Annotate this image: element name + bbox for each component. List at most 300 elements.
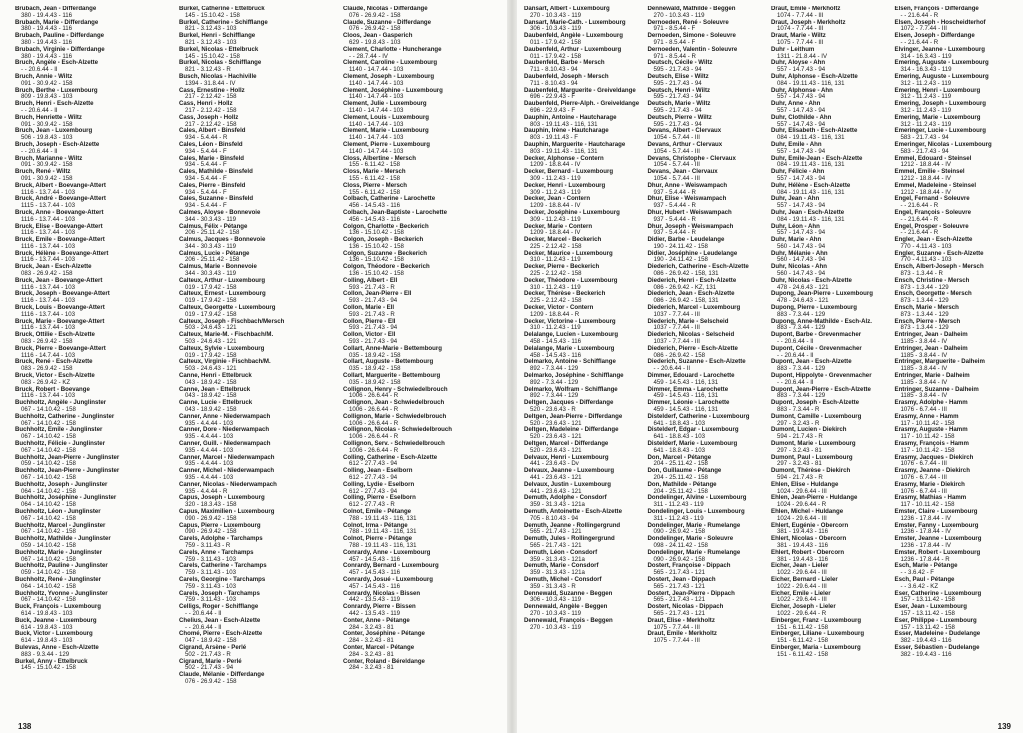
index-entry [648,495,766,509]
entry-details: 1185 - 3.8.44 - IV [900,338,948,346]
entry-name: Dostert, Jean - Dippach [647,575,716,583]
index-entry [524,278,642,292]
entry-name: Dansart, Albert - Luxembourg [524,6,610,12]
index-entry [343,74,501,88]
entry-name: Erasmy, Adolphe - Hamm [894,399,968,407]
index-entry [15,142,173,156]
entry-details: 759 - 3.11.43 - 103 [185,569,237,577]
entry-details: 560 - 14.7.43 - 94 [777,256,826,264]
index-entry [15,264,173,278]
entry-name: Emeringer, Lucie - Luxembourg [894,127,986,135]
index-entry [895,373,1013,387]
index-entry [648,101,766,115]
entry-details: 067 - 14.10.42 - 158 [21,433,76,441]
entry-name: Calteux, Ernest - Luxembourg [179,290,266,298]
entry-details: 270 - 10.3.43 - 119 [530,623,582,631]
entry-name: Colnot, Emile - Pétange [343,507,412,515]
entry-details: 442 - 13.5.43 - 119 [349,609,401,617]
entry-name: Ehlen, Elise - Huldange [771,480,839,488]
index-entry [343,509,501,523]
entry-details: 441 - 23.6.43 - Dv [530,460,579,468]
entry-name: Buchholtz, Yvonne - Junglinster [15,589,108,597]
entry-details: 091 - 30.9.42 - 158 [21,120,73,128]
index-entry [179,20,337,34]
index-entry [524,251,642,265]
index-entry [895,251,1013,265]
index-entry [343,468,501,482]
entry-name: Erasmy, Anne - Hamm [894,412,959,420]
index-entry [895,196,1013,210]
entry-name: Duhr, Clothilde - Ahn [771,113,832,121]
index-entry [524,509,642,523]
index-entry [648,251,766,265]
index-entry [179,631,337,645]
entry-name: Carels, Adolphe - Tarchamps [179,535,263,543]
entry-details: 557 - 14.7.43 - 94 [777,66,826,74]
entry-name: Duhr, Elisabeth - Esch-Alzette [771,127,858,135]
entry-details: 821 - 3.12.43 - R [185,66,231,74]
entry-details: - - 20.6.44 - II [653,365,691,373]
index-entry [771,210,889,224]
index-entry [771,6,889,20]
entry-details: 117 - 10.11.42 - 158 [900,501,955,509]
entry-name: Brubach, Jean - Differdange [15,6,97,12]
entry-details: 873 - 1.3.44 - R [900,270,943,278]
index-entry [343,346,501,360]
entry-name: Clement, Julie - Luxembourg [343,100,427,108]
entry-details: 204 - 25.11.42 - 158 [653,487,708,495]
entry-name: Dostert, Françoise - Dippach [647,562,731,570]
entry-name: Diederich, Marcel - Luxembourg [647,304,741,312]
entry-name: Emmel, Edouard - Steinsel [894,154,972,162]
entry-name: Engler, Jean - Esch-Alzette [894,236,973,244]
entry-name: Deutsch, Cécile - Wiltz [647,59,713,67]
index-entry [524,577,642,591]
entry-name: Draut, Elise - Merkholtz [647,616,715,624]
index-entry [343,604,501,618]
index-entry [15,88,173,102]
entry-details: 595 - 21.7.43 - 94 [653,106,702,114]
index-entry [179,142,337,156]
entry-name: Bruch, Annie - Wiltz [15,72,73,80]
entry-name: Canne, Henri - Ettelbruck [179,372,252,380]
entry-name: Colbach, Catherine - Larochette [343,195,436,203]
entry-name: Dernoeden, René - Soleuvre [647,18,729,26]
index-entry [648,291,766,305]
entry-name: Bruck, Victor - Esch-Alzette [15,372,95,380]
entry-name: Claude, Mélanie - Differdange [179,671,265,679]
index-entry [15,319,173,333]
entry-name: Duhr, Léon - Ahn [771,222,820,230]
entry-details: 225 - 2.12.42 - 158 [530,270,582,278]
entry-details: 759 - 3.11.43 - 103 [185,555,237,563]
entry-details: 084 - 19.11.43 - 116, 131 [777,215,845,223]
entry-name: Ehlen, Michel - Huldange [771,507,844,515]
index-entry [179,509,337,523]
entry-name: Dimmer, Edouard - Larochette [647,372,735,380]
entry-name: Dupont, Joseph - Esch-Alzette [771,399,860,407]
entry-details: 1115 - 13.7.44 - 103 [21,202,75,210]
entry-name: Canner, Guill. - Niederwampach [179,440,271,447]
entry-details: 284 - 3.2.43 - 81 [349,650,394,658]
entry-name: Didier, Joséphine - Leudelange [647,249,738,257]
entry-details: 595 - 21.7.43 - 94 [653,79,702,87]
index-entry [15,400,173,414]
index-entry [179,88,337,102]
entry-name: Bruck, Robert - Boevange [15,385,90,393]
entry-name: Colgon, Théodore - Beckerich [343,263,430,271]
entry-name: Entringer, Jean - Dalheim [894,344,968,352]
entry-details: 067 - 14.10.42 - 158 [21,473,76,481]
index-entry [179,305,337,319]
entry-name: Engel, Fernand - Soleuvre [894,195,970,203]
index-entry [179,278,337,292]
entry-details: 1054 - 5.7.44 - III [653,134,700,142]
entry-name: Einberger, Liliane - Luxembourg [771,630,865,638]
entry-details: 380 - 19.4.43 - 116 [21,52,73,60]
entry-name: Claude, Suzanne - Differdange [343,18,432,26]
entry-details: 594 - 21.7.43 - R [777,433,823,441]
entry-details: 457 - 14.5.43 - 116 [349,582,401,590]
index-entry [179,210,337,224]
entry-details: 595 - 21.7.43 - 94 [653,93,702,101]
entry-name: Dennewald, Mathilde - Beggen [647,6,736,12]
entry-details: 937 - 5.4.44 - R [653,215,696,223]
index-entry [648,346,766,360]
entry-name: Clement, Pierre - Luxembourg [343,140,431,148]
entry-details: 380 - 19.4.43 - 116 [21,25,73,33]
entry-name: Elsen, Joseph - Hoscheidterhof [894,18,986,26]
index-entry [15,210,173,224]
entry-details: 312 - 11.2.43 - 119 [900,120,952,128]
index-entry [895,115,1013,129]
entry-name: Diederich, Pierre - Esch-Alzette [647,344,738,352]
entry-details: - - 20.6.44 - II [777,338,814,346]
entry-name: Duhr, Emile - Ahn [771,140,822,148]
index-entry [15,523,173,537]
entry-name: Draut, Joseph - Merkholtz [771,18,846,26]
entry-name: Bulevas, Anne - Esch-Alzette [15,643,99,651]
entry-name: Dhur, Elise - Weiswampach [647,195,727,203]
index-entry [771,224,889,238]
index-entry [15,251,173,265]
entry-details: 1075 - 7.7.44 - III [653,623,700,631]
entry-name: Buchholtz, Jean-Pierre - Junglinster [15,453,120,461]
entry-details: 310 - 11.2.43 - 119 [530,283,581,291]
index-entry [15,305,173,319]
entry-details: 1116 - 13.7.44 - 103 [21,188,75,196]
index-entry [895,264,1013,278]
index-entry [343,591,501,605]
entry-name: Eser, Catherine - Luxembourg [894,589,982,597]
entry-details: 937 - 5.4.44 - R [653,202,696,210]
index-entry [524,169,642,183]
index-entry [895,536,1013,550]
index-entry [15,60,173,74]
entry-details: 641 - 18.8.43 - 103 [653,433,705,441]
entry-name: Bruch, Joseph - Esch-Alzette [15,140,100,148]
entry-details: 935 - 4.4.44 - 103 [185,419,234,427]
entry-name: Bruch, Henriette - Wiltz [15,113,82,121]
index-entry [343,278,501,292]
index-entry [524,60,642,74]
entry-details: 035 - 18.9.42 - 158 [349,378,401,386]
index-entry [895,47,1013,61]
index-entry [895,101,1013,115]
entry-name: Deutsch, Henri - Wiltz [647,86,711,94]
entry-name: Dupont, Jean-Pierre - Esch-Alzette [771,385,871,393]
index-entry [524,495,642,509]
entry-details: 1054 - 5.7.44 - III [653,161,700,169]
entry-details: 344 - 30.3.43 - 119 [185,215,237,223]
entry-name: Eser, Jean - Luxembourg [894,603,967,611]
entry-name: Claude, Nicolas - Differdange [343,6,428,12]
entry-name: Collignon, Henry - Schwiedelbrouch [343,385,448,393]
index-entry [343,659,501,673]
entry-details: 1076 - 6.7.44 - III [900,406,947,414]
entry-details: 155 - 6.11.42 - 158 [349,174,401,182]
index-entry [771,550,889,564]
entry-details: 064 - 14.10.42 - 158 [21,487,76,495]
entry-details: 456 - 14.5.43 - 116 [349,202,401,210]
index-entry [771,60,889,74]
index-entry [771,101,889,115]
entry-name: Daubenfeld, Joseph - Mersch [524,72,609,80]
index-entry [343,183,501,197]
entry-name: Chomé, Pierre - Esch-Alzette [179,630,263,638]
index-entry [895,33,1013,47]
entry-details: 151 - 6.11.42 - 158 [777,650,829,658]
index-entry [343,523,501,537]
entry-name: Devans, Arthur - Clervaux [647,140,723,148]
entry-details: 612 - 27.7.43 - 94 [349,473,398,481]
entry-name: Ehlert, Eugénie - Obercorn [771,521,849,529]
entry-name: Daubenfeld, Barbe - Mersch [524,59,605,67]
entry-name: Conter, Marcel - Pétange [343,643,415,651]
entry-name: Bruck, Pierre - Boevange-Attert [15,344,106,352]
index-entry [648,631,766,645]
entry-name: Dostert, Jean-Pierre - Dippach [647,589,735,597]
index-entry [771,604,889,618]
entry-name: Canne, Lucie - Ettelbruck [179,399,253,407]
entry-details: 076 - 26.9.42 - 158 [185,677,237,685]
entry-name: Cass, Joseph - Hollz [179,113,239,121]
entry-name: Draut, Marie - Wiltz [771,32,826,40]
entry-name: Conter, Anne - Pétange [343,616,410,624]
entry-details: 705 - 8.10.43 - 94 [530,514,579,522]
entry-name: Decker, Jean - Contern [524,195,591,203]
entry-details: 520 - 23.6.43 - 121 [530,419,582,427]
index-entry [179,319,337,333]
entry-details: 557 - 14.7.43 - 94 [777,147,826,155]
index-entry [771,563,889,577]
index-entry [895,20,1013,34]
entry-details: 503 - 24.6.43 - 121 [185,324,237,332]
entry-details: 935 - 4.4.44 - 103 [185,433,234,441]
entry-name: Esser, Sébastien - Dudelange [894,643,980,651]
entry-name: Colling, Lydie - Eselborn [343,480,415,488]
index-entry [895,400,1013,414]
entry-name: Delvaux, Justin - Luxembourg [524,480,612,488]
entry-name: Closs, Pierre - Mersch [343,181,408,189]
entry-name: Delvaux, Henri - Luxembourg [524,453,609,461]
index-entry [15,291,173,305]
entry-name: Duhr, Jean - Esch-Alzette [771,208,845,216]
index-entry [15,359,173,373]
entry-details: 1185 - 3.8.44 - IV [900,392,948,400]
index-entry [343,414,501,428]
index-entry [648,387,766,401]
index-entry [524,6,642,20]
index-entry [179,224,337,238]
entry-name: Celligs, Roger - Schifflange [179,603,259,611]
entry-details: 311 - 11.2.43 - 119 [653,501,704,509]
entry-name: Bruck, Joseph - Boevange-Attert [15,290,110,298]
entry-name: Colnot, Irma - Pétange [343,521,408,529]
index-entry [179,455,337,469]
entry-name: Buchholtz, Marcel - Junglinster [15,521,106,529]
entry-details: 381 - 19.4.43 - 116 [777,555,829,563]
index-entry [179,427,337,441]
index-entry [343,115,501,129]
entry-name: Erasmy, Jacques - Diekirch [894,453,974,461]
index-entry [343,359,501,373]
left-page-number: 138 [18,722,32,731]
index-entry [15,169,173,183]
entry-name: Dondelinger, Alvine - Luxembourg [647,494,747,502]
entry-name: Buchholtz, Marie - Junglinster [15,548,103,556]
index-entry [524,523,642,537]
index-entry [771,618,889,632]
entry-name: Cales, Suzanne - Binsfeld [179,195,254,203]
entry-name: Decker, Théodore - Luxembourg [524,276,618,284]
entry-details: 067 - 14.10.42 - 158 [21,446,76,454]
index-entry [179,400,337,414]
entry-details: 019 - 17.9.42 - 158 [185,310,237,318]
entry-details: - - 3.6.42 - F [900,569,935,577]
entry-name: Buck, Jeanne - Luxembourg [15,616,97,624]
index-entry [343,577,501,591]
entry-name: Clement, Charlotte - Huncherange [343,45,442,53]
entry-name: Carels, Georgine - Tarchamps [179,575,266,583]
entry-name: Burkel, Catherine - Ettelbruck [179,6,265,12]
entry-details: 084 - 19.11.43 - 116, 131 [777,134,845,142]
entry-details: 583 - 21.7.43 - 94 [900,147,949,155]
index-entry [15,563,173,577]
index-entry [15,577,173,591]
entry-details: 047 - 18.9.42 - 158 [185,637,237,645]
entry-details: 759 - 3.11.43 - 103 [185,596,237,604]
index-entry [15,196,173,210]
entry-name: Eicher, Jean - Lieler [771,562,829,570]
entry-name: Decker, Maurice - Luxembourg [524,249,613,257]
entry-name: Dhur, Anne - Weiswampach [647,181,728,189]
index-entry [648,183,766,197]
index-entry [648,455,766,469]
entry-details: 083 - 26.9.42 - 158 [21,270,73,278]
index-entry [524,468,642,482]
entry-details: 297 - 3.2.43 - 81 [777,460,822,468]
index-entry [771,33,889,47]
entry-name: Distelderf, Marie - Luxembourg [647,440,738,447]
entry-name: Cales, Mathilde - Binsfeld [179,168,253,176]
entry-details: 883 - 7.3.44 - 129 [777,392,826,400]
entry-details: 381 - 19.4.43 - 116 [777,528,829,536]
entry-name: Canner, Michel - Niederwampach [179,467,275,475]
index-entry [648,563,766,577]
entry-details: 091 - 30.9.42 - 158 [21,174,73,182]
right-page [521,6,1015,718]
entry-details: 711 - 8.10.43 - 94 [530,79,578,87]
entry-details: 937 - 5.4.44 - R [653,229,696,237]
entry-name: Daubenfeld, Pierre-Alph. - Greiveldange [524,100,640,108]
entry-details: 803 - 19.11.43 - 116, 131 [530,147,598,155]
index-entry [179,536,337,550]
entry-name: Einberger, Maria - Luxembourg [771,643,861,651]
index-entry [771,142,889,156]
entry-name: Eicher, Joseph - Lieler [771,603,836,611]
entry-name: Eicher, Bernard - Lieler [771,575,838,583]
index-entry [895,142,1013,156]
entry-details: 117 - 10.11.42 - 158 [900,419,955,427]
entry-details: 011 - 17.9.42 - 158 [530,38,582,46]
entry-details: 076 - 26.9.42 - 158 [349,25,401,33]
index-entry [15,237,173,251]
entry-name: Dhur, Joseph - Weiswampach [647,222,734,230]
index-entry [343,33,501,47]
entry-name: Dimmer, Léonie - Larochette [647,399,730,407]
entry-details: 1072 - 7.7.44 - III [900,25,947,33]
index-entry [895,604,1013,618]
entry-details: 076 - 26.9.42 - 158 [349,11,401,19]
index-entry [895,591,1013,605]
entry-details: 086 - 26.9.42 - 158, 131 [653,297,719,305]
index-entry [179,264,337,278]
entry-name: Bruch, Angèle - Esch-Alzette [15,59,99,67]
entry-details: 593 - 21.7.43 - R [349,283,395,291]
entry-name: Conter, Roland - Béreldange [343,657,425,665]
entry-name: Dupong, Pierre - Luxembourg [771,304,857,312]
index-entry [895,577,1013,591]
entry-name: Emmel, Madeleine - Steinsel [894,181,977,189]
index-entry [895,359,1013,373]
entry-name: Dupont, Cécile - Grevenmacher [771,344,862,352]
index-entry [895,495,1013,509]
entry-name: Emering, Auguste - Luxembourg [894,59,989,67]
index-entry [771,156,889,170]
entry-details: 560 - 14.7.43 - 94 [777,270,826,278]
entry-name: Burkel, Henri - Schifflange [179,32,256,40]
entry-details: 217 - 2.12.42 - 158 [185,106,237,114]
entry-name: Engler, Suzanne - Esch-Alzette [894,249,984,257]
index-entry [15,550,173,564]
index-entry [648,278,766,292]
entry-name: Diederich, Marie - Selscheid [647,317,729,325]
entry-details: 883 - 7.3.44 - R [777,406,820,414]
entry-name: Decker, Alphonse - Contern [524,154,604,162]
entry-details: 297 - 3.2.43 - 81 [777,446,822,454]
index-entry [179,291,337,305]
entry-details: 1022 - 29.6.44 - R [777,609,827,617]
index-entry [15,20,173,34]
index-entry [771,414,889,428]
index-entry [895,210,1013,224]
index-entry [15,414,173,428]
left-page [12,6,504,718]
entry-details: 594 - 21.7.43 - R [777,473,823,481]
index-entry [524,237,642,251]
entry-details: 380 - 19.4.43 - 116 [21,38,73,46]
